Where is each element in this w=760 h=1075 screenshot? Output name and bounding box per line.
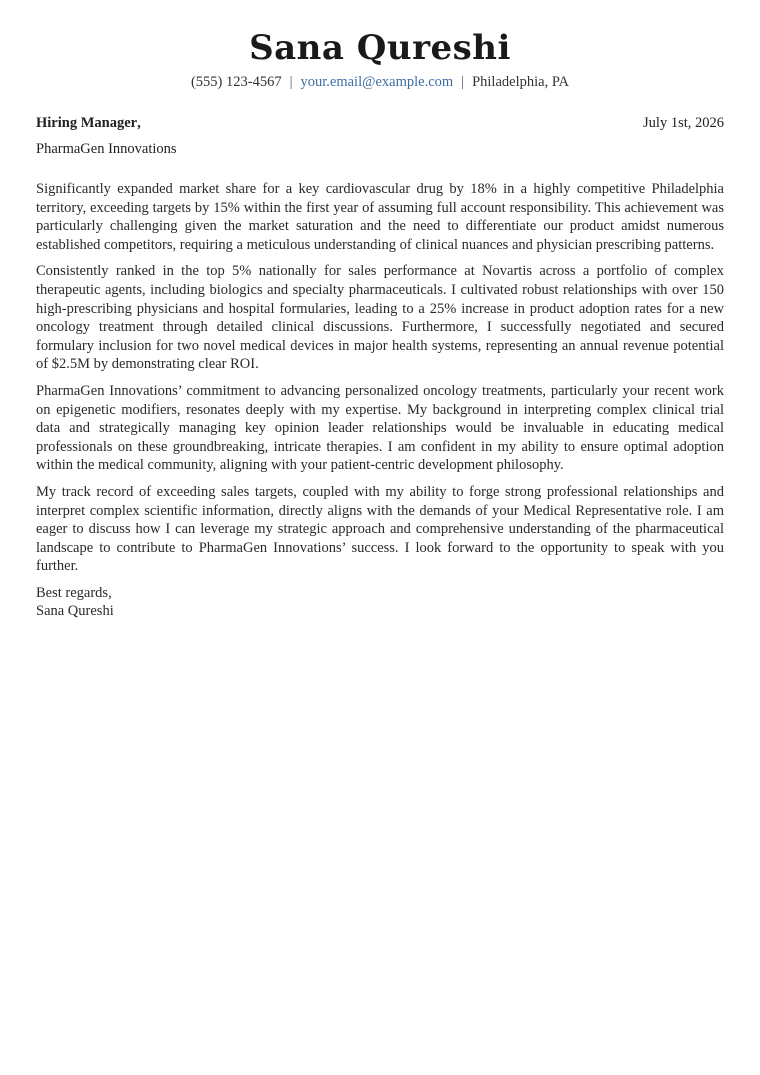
closing-salutation: Best regards, bbox=[36, 584, 112, 601]
recipient-company: PharmaGen Innovations bbox=[36, 141, 177, 157]
signature-name: Sana Qureshi bbox=[36, 603, 114, 620]
phone-number: (555) 123-4567 bbox=[190, 74, 282, 90]
contact-separator: | bbox=[289, 74, 293, 90]
recipient-line bbox=[36, 114, 141, 132]
recipient-row bbox=[36, 114, 724, 132]
location: Philadelphia, PA bbox=[472, 74, 570, 90]
body-paragraph: PharmaGen Innovations’ commitment to advancing personalized oncology treatments, particularly your recent work on epigenetic modifiers, resonates deeply with my expertise. My background in interpreting complex clinical trial data and strategically managing key opinion leader relationships would be invaluable in educating medical professionals on these groundbreaking, intricate therapies. I am confident in my ability to ensure optimal adoption within the medical community, aligning with your patient-centric development philosophy. bbox=[36, 382, 724, 474]
contact-line bbox=[36, 73, 724, 91]
contact-separator: | bbox=[461, 74, 465, 90]
body-paragraph: Consistently ranked in the top 5% nationally for sales performance at Novartis across a portfolio of complex therapeutic agents, including biologics and specialty pharmaceuticals. I cultivated robust relationships with over 150 high-prescribing physicians and hospital formularies, leading to a 25% increase in product adoption rates for a new oncology treatment through detailed clinical discussions. Furthermore, I successfully negotiated and secured formulary inclusion for two novel medical devices in major health systems, representing an annual revenue potential of $2.5M by demonstrating clear ROI. bbox=[36, 263, 724, 373]
email-link[interactable]: your.email@example.com bbox=[300, 74, 454, 90]
applicant-name: Sana Qureshi bbox=[249, 28, 511, 68]
letter-body bbox=[36, 180, 724, 621]
body-paragraph: My track record of exceeding sales targets, coupled with my ability to forge strong professional relationships and interpret complex scientific information, directly aligns with the demands of your Medical Representative role. I am eager to discuss how I can leverage my strategic approach and comprehensive understanding of the pharmaceutical landscape to contribute to PharmaGen Innovations’ success. I look forward to the opportunity to speak with you further. bbox=[36, 483, 724, 575]
recipient-comma: , bbox=[137, 115, 141, 131]
letter-date: July 1st, 2026 bbox=[643, 115, 724, 131]
body-paragraph: Significantly expanded market share for a key cardiovascular drug by 18% in a highly competitive Philadelphia territory, exceeding targets by 15% within the first year of assuming full account responsibility. This achievement was particularly challenging given the market saturation and the need to differentiate our product amidst numerous established competitors, requiring a meticulous understanding of clinical nuances and physician prescribing patterns. bbox=[36, 181, 724, 253]
recipient-name: Hiring Manager bbox=[36, 115, 138, 131]
closing-block bbox=[36, 584, 724, 621]
